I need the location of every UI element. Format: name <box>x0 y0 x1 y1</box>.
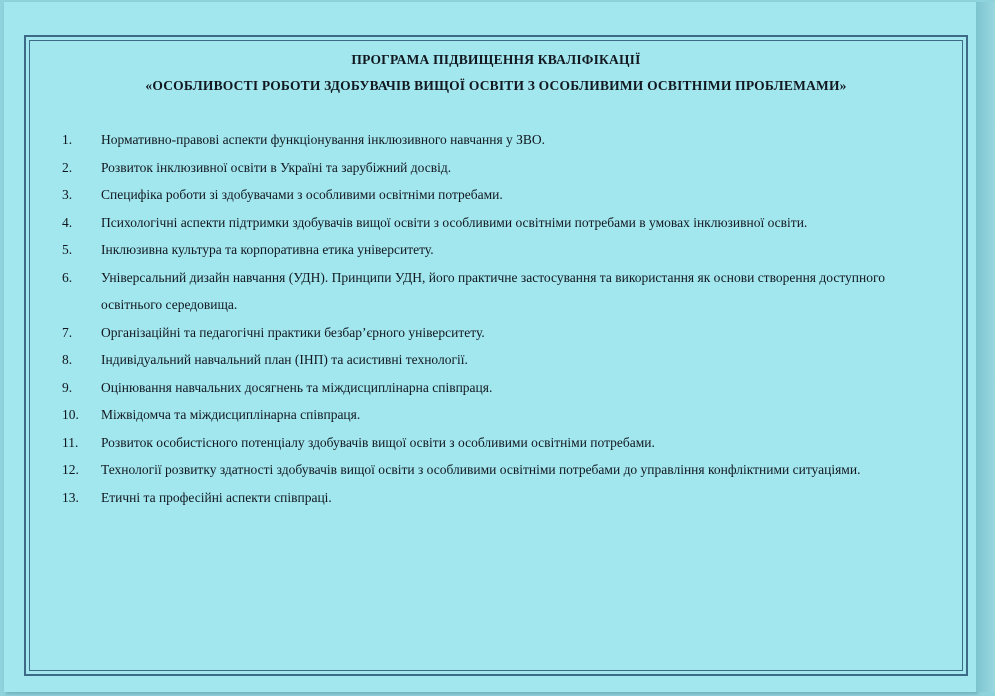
list-item <box>62 209 932 237</box>
document-subtitle: «ОСОБЛИВОСТІ РОБОТИ ЗДОБУВАЧІВ ВИЩОЇ ОСВІТИ З ОСОБЛИВИМИ ОСВІТНІМИ ПРОБЛЕМАМИ» <box>145 78 847 93</box>
item-number: 7. <box>62 324 73 340</box>
item-text: Розвиток особистісного потенціалу здобувачів вищої освіти з особливими освітніми потребами. <box>101 434 655 450</box>
list-item <box>62 154 932 182</box>
item-number: 8. <box>62 352 73 367</box>
item-number: 5. <box>62 242 73 257</box>
item-text: Психологічні аспекти підтримки здобувачів вищої освіти з особливими освітніми потребами в умовах інклюзивної освіти. <box>101 214 808 230</box>
item-text: Міжвідомча та міждисциплінарна співпраця. <box>101 407 361 422</box>
list-item <box>62 374 932 402</box>
item-number: 2. <box>62 159 73 175</box>
list-item <box>62 236 932 264</box>
item-number: 10. <box>62 407 79 422</box>
program-topics-list <box>62 126 932 511</box>
item-text: Специфіка роботи зі здобувачами з особливими освітніми потребами. <box>101 187 503 202</box>
item-number: 9. <box>62 379 73 395</box>
item-number: 11. <box>62 434 79 450</box>
list-item <box>62 126 932 154</box>
item-number: 6. <box>62 269 73 285</box>
item-text: Оцінювання навчальних досягнень та міждисциплінарна співпраця. <box>101 379 493 395</box>
document-sheet <box>4 2 976 692</box>
item-number: 4. <box>62 214 73 230</box>
item-number: 12. <box>62 462 79 477</box>
item-number: 1. <box>62 132 73 147</box>
item-text: Технології розвитку здатності здобувачів вищої освіти з особливими освітніми потребами до управління конфліктними ситуаціями. <box>101 462 861 477</box>
item-text: Етичні та професійні аспекти співпраці. <box>101 489 332 505</box>
list-item <box>62 429 932 457</box>
list-item <box>62 456 932 484</box>
list-item <box>62 401 932 429</box>
item-number: 13. <box>62 489 79 505</box>
item-text: Розвиток інклюзивної освіти в Україні та зарубіжний досвід. <box>101 159 452 175</box>
list-item <box>62 484 932 512</box>
list-item <box>62 181 932 209</box>
list-item <box>62 346 932 374</box>
item-text: Нормативно-правові аспекти функціонування інклюзивного навчання у ЗВО. <box>101 132 546 147</box>
item-text: Індивідуальний навчальний план (ІНП) та асистивні технології. <box>101 352 468 367</box>
list-item <box>62 264 932 319</box>
item-text: Інклюзивна культура та корпоративна етика університету. <box>101 242 434 257</box>
document-title: ПРОГРАМА ПІДВИЩЕННЯ КВАЛІФІКАЦІЇ <box>351 52 641 67</box>
item-number: 3. <box>62 187 73 202</box>
item-text: Організаційні та педагогічні практики безбар’єрного університету. <box>101 324 485 340</box>
item-text: Універсальний дизайн навчання (УДН). Принципи УДН, його практичне застосування та використання як основи створення доступного освітнього середовища. <box>101 269 885 312</box>
list-item <box>62 319 932 347</box>
